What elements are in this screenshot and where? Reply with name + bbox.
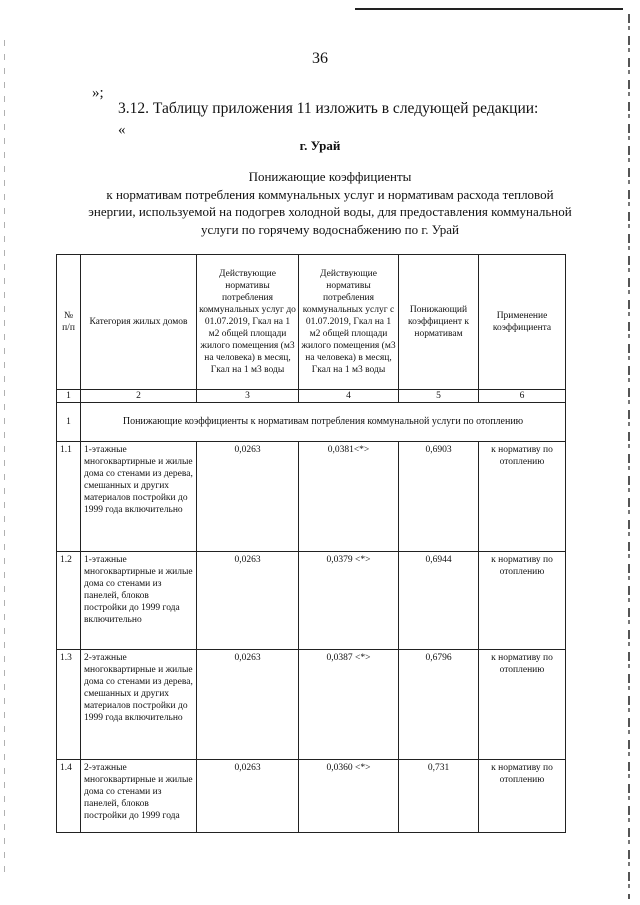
row-number: 1.2 [57, 552, 81, 650]
section-title: Понижающие коэффициенты к нормативам потребления коммунальной услуги по отоплению [81, 403, 566, 442]
row-number: 1.4 [57, 760, 81, 833]
heading-line-4: услуги по горячему водоснабжению по г. Урай [201, 221, 459, 237]
row-number: 1.1 [57, 442, 81, 552]
row-norm-before: 0,0263 [197, 442, 299, 552]
row-category: 1-этажные многоквартирные и жилые дома со стенами из дерева, смешанных и других материалов постройки до 1999 года включительно [81, 442, 197, 552]
column-number: 4 [299, 390, 399, 403]
column-number: 2 [81, 390, 197, 403]
row-coefficient: 0,6944 [399, 552, 479, 650]
header-category: Категория жилых домов [81, 255, 197, 390]
row-norm-after: 0,0379 <*> [299, 552, 399, 650]
row-application: к нормативу по отоплению [479, 552, 566, 650]
heading-line-2: к нормативам потребления коммунальных услуг и нормативам расхода тепловой [106, 186, 554, 202]
heading-line-1: Понижающие коэффициенты [248, 169, 412, 184]
column-number: 3 [197, 390, 299, 403]
city-title: г. Урай [299, 138, 341, 153]
table-row [57, 650, 566, 760]
section-row [57, 403, 566, 442]
row-coefficient: 0,731 [399, 760, 479, 833]
table-header-row [57, 255, 566, 390]
row-norm-before: 0,0263 [197, 552, 299, 650]
row-coefficient: 0,6903 [399, 442, 479, 552]
heading-line-3: энергии, используемой на подогрев холодной воды, для предоставления коммунальной [88, 204, 572, 219]
row-norm-before: 0,0263 [197, 760, 299, 833]
row-coefficient: 0,6796 [399, 650, 479, 760]
row-category: 2-этажные многоквартирные и жилые дома со стенами из панелей, блоков постройки до 1999 года [81, 760, 197, 833]
header-num: № п/п [57, 255, 81, 390]
amendment-instruction: 3.12. Таблицу приложения 11 изложить в следующей редакции: [118, 100, 539, 117]
row-category: 2-этажные многоквартирные и жилые дома со стенами из дерева, смешанных и других материалов постройки до 1999 года включительно [81, 650, 197, 760]
scan-border-top [355, 8, 623, 10]
column-number: 5 [399, 390, 479, 403]
row-norm-after: 0,0381<*> [299, 442, 399, 552]
column-number-row [57, 390, 566, 403]
page-number: 36 [312, 50, 328, 67]
row-application: к нормативу по отоплению [479, 650, 566, 760]
row-norm-after: 0,0360 <*> [299, 760, 399, 833]
header-norm-after: Действующие нормативы потребления коммунальных услуг с 01.07.2019, Гкал на 1 м2 общей площади жилого помещения (м3 на человека) в месяц, Гкал на 1 м3 воды [299, 255, 399, 390]
row-norm-after: 0,0387 <*> [299, 650, 399, 760]
scan-edge-left [4, 40, 5, 880]
row-number: 1.3 [57, 650, 81, 760]
row-application: к нормативу по отоплению [479, 442, 566, 552]
column-number: 6 [479, 390, 566, 403]
row-norm-before: 0,0263 [197, 650, 299, 760]
section-number: 1 [57, 403, 81, 442]
header-coefficient: Понижающий коэффициент к нормативам [399, 255, 479, 390]
row-application: к нормативу по отоплению [479, 760, 566, 833]
row-category: 1-этажные многоквартирные и жилые дома со стенами из панелей, блоков постройки до 1999 года включительно [81, 552, 197, 650]
column-number: 1 [57, 390, 81, 403]
header-application: Применение коэффициента [479, 255, 566, 390]
table-row [57, 442, 566, 552]
opening-quote: « [118, 122, 126, 138]
table-row [57, 552, 566, 650]
table-heading [70, 168, 590, 238]
header-norm-before: Действующие нормативы потребления коммунальных услуг до 01.07.2019, Гкал на 1 м2 общей площади жилого помещения (м3 на человека) в месяц, Гкал на 1 м3 воды [197, 255, 299, 390]
closing-quote: »; [92, 85, 104, 101]
table-row [57, 760, 566, 833]
coefficients-table [56, 254, 566, 833]
